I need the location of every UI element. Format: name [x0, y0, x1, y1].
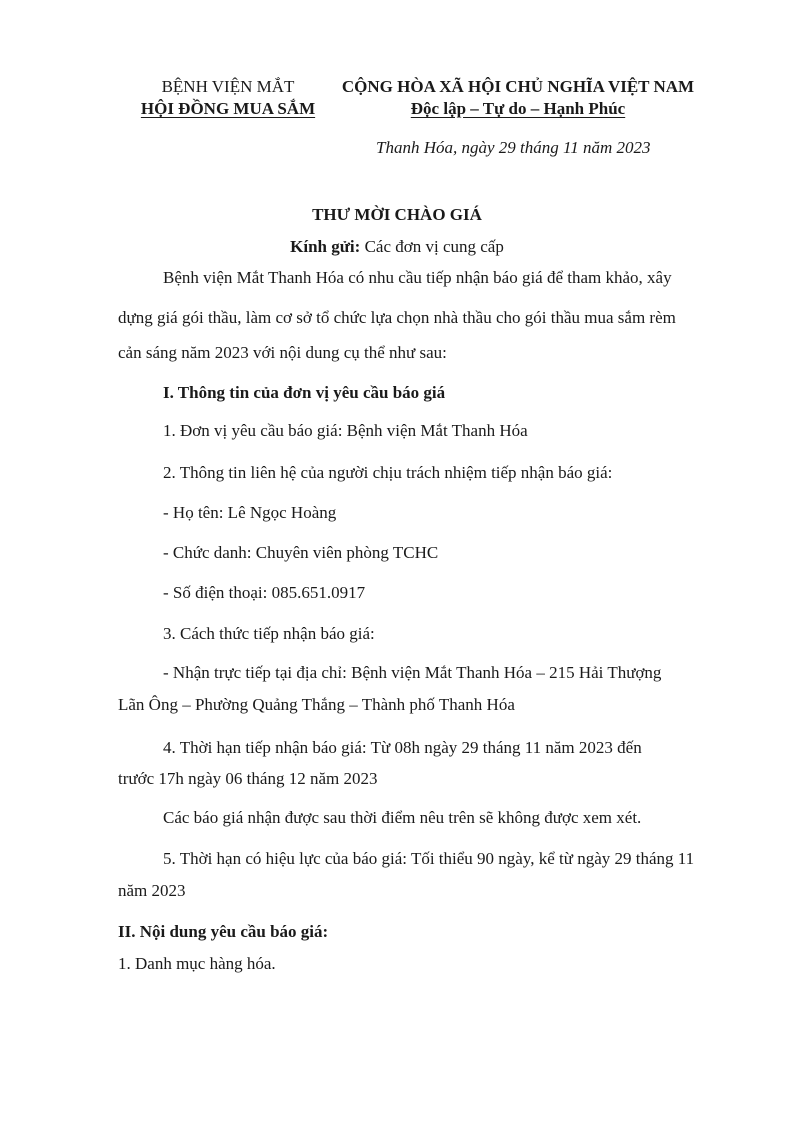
requesting-unit: 1. Đơn vị yêu cầu báo giá: Bệnh viện Mắt Thanh Hóa [163, 421, 528, 440]
address-line-2: Lãn Ông – Phường Quảng Thắng – Thành phố Thanh Hóa [118, 695, 515, 714]
validity-line-1: 5. Thời hạn có hiệu lực của báo giá: Tối thiểu 90 ngày, kể từ ngày 29 tháng 11 [163, 849, 695, 868]
salutation-label: Kính gửi: [290, 237, 361, 256]
nation-name: CỘNG HÒA XÃ HỘI CHỦ NGHĨA VIỆT NAM [341, 77, 695, 96]
late-submission-note: Các báo giá nhận được sau thời điểm nêu trên sẽ không được xem xét. [163, 808, 642, 827]
goods-list-label: 1. Danh mục hàng hóa. [118, 954, 276, 973]
receiving-method-label: 3. Cách thức tiếp nhận báo giá: [163, 624, 375, 643]
deadline-line-2: trước 17h ngày 06 tháng 12 năm 2023 [118, 769, 378, 788]
validity-line-2: năm 2023 [118, 881, 186, 900]
contact-position: - Chức danh: Chuyên viên phòng TCHC [163, 543, 439, 562]
intro-line-3: cản sáng năm 2023 với nội dung cụ thể như sau: [118, 343, 447, 362]
org-name: BỆNH VIỆN MẮT [161, 77, 295, 96]
national-motto [330, 76, 706, 120]
date-line: Thanh Hóa, ngày 29 tháng 11 năm 2023 [376, 138, 651, 157]
contact-phone: - Số điện thoại: 085.651.0917 [163, 583, 366, 602]
intro-line-1: Bệnh viện Mắt Thanh Hóa có nhu cầu tiếp nhận báo giá để tham khảo, xây [163, 268, 672, 287]
contact-name: - Họ tên: Lê Ngọc Hoàng [163, 503, 337, 522]
address-line-1: - Nhận trực tiếp tại địa chỉ: Bệnh viện Mắt Thanh Hóa – 215 Hải Thượng [163, 663, 662, 682]
section-1-heading: I. Thông tin của đơn vị yêu cầu báo giá [163, 383, 446, 402]
intro-line-2: dựng giá gói thầu, làm cơ sở tổ chức lựa chọn nhà thầu cho gói thầu mua sắm rèm [118, 308, 676, 327]
issuing-organization [128, 76, 328, 120]
motto: Độc lập – Tự do – Hạnh Phúc [410, 99, 626, 118]
contact-info-label: 2. Thông tin liên hệ của người chịu trách nhiệm tiếp nhận báo giá: [163, 463, 613, 482]
committee-name: HỘI ĐỒNG MUA SẮM [140, 99, 316, 118]
salutation-recipient: Các đơn vị cung cấp [364, 237, 504, 256]
deadline-line-1: 4. Thời hạn tiếp nhận báo giá: Từ 08h ngày 29 tháng 11 năm 2023 đến [163, 738, 642, 757]
section-2-heading: II. Nội dung yêu cầu báo giá: [118, 922, 329, 941]
document-title: THƯ MỜI CHÀO GIÁ [312, 205, 482, 224]
salutation [0, 237, 794, 257]
